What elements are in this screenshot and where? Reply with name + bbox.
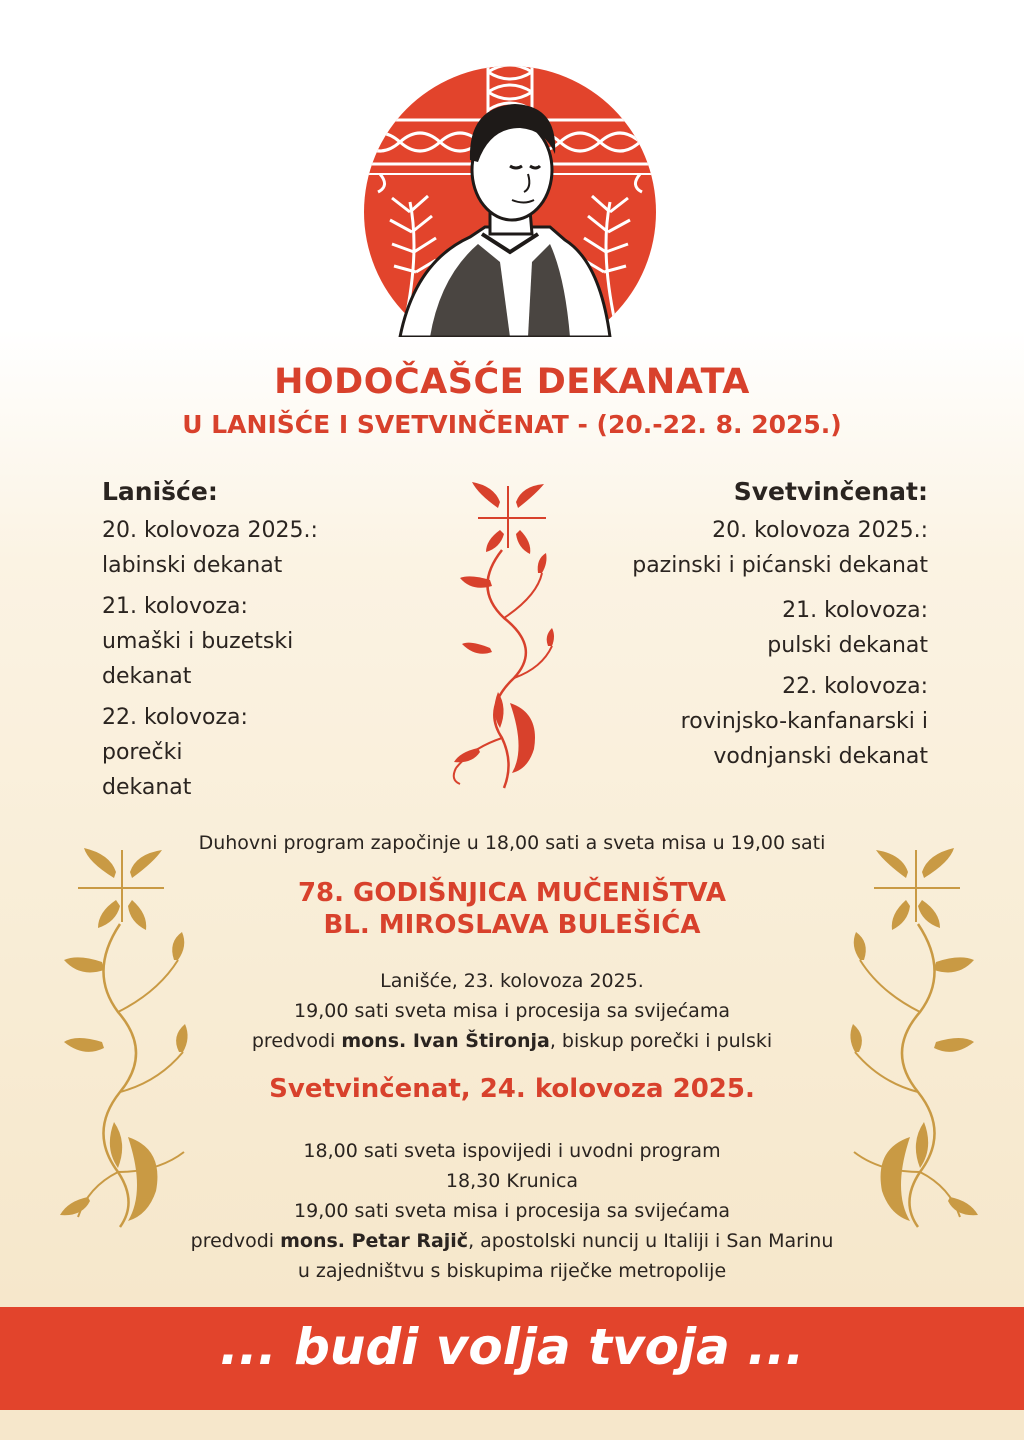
lanisce-event-date: Lanišće, 23. kolovoza 2025. [380,970,644,992]
svetvincenat-schedule [568,474,928,774]
schedule-deanery: umaški i buzetski [102,629,294,654]
saint-portrait-emblem-icon [360,62,660,337]
page-title: HODOČAŠĆE DEKANATA [274,362,750,402]
celebrant-prefix: predvodi [251,1030,342,1052]
anniversary-subtitle: BL. MIROSLAVA BULEŠIĆA [323,910,701,940]
program-note: Duhovni program započinje u 18,00 sati a sveta misa u 19,00 sati [198,832,826,854]
schedule-date: 22. kolovoza: [782,674,928,699]
schedule-date: 21. kolovoza: [782,598,928,623]
schedule-date: 20. kolovoza 2025.: [712,518,928,543]
anniversary-title: 78. GODIŠNJICA MUČENIŠTVA [297,878,727,908]
svetvincenat-bishops: u zajedništvu s biskupima riječke metropolije [297,1260,727,1282]
celebrant-role: , apostolski nuncij u Italiji i San Marinu [468,1230,834,1252]
svetvincenat-heading: Svetvinčenat: [733,477,928,506]
celebrant-name: mons. Petar Rajič [280,1230,469,1252]
lanisce-schedule [102,474,402,805]
schedule-deanery: vodnjanski dekanat [713,744,928,769]
svetvincenat-mass: 19,00 sati sveta misa i procesija sa svijećama [294,1200,730,1222]
schedule-deanery: dekanat [102,664,192,689]
schedule-deanery: labinski dekanat [102,553,283,578]
lanisce-event-celebrant [0,1026,1024,1056]
lanisce-event-mass: 19,00 sati sveta misa i procesija sa svijećama [294,1000,730,1022]
celebrant-prefix: predvodi [190,1230,281,1252]
schedule-date: 20. kolovoza 2025.: [102,518,318,543]
celebrant-role: , biskup porečki i pulski [549,1030,773,1052]
schedule-date: 22. kolovoza: [102,705,248,730]
schedule-deanery: dekanat [102,775,192,800]
footer-motto: ... budi volja tvoja ... [219,1318,805,1376]
svetvincenat-event-title: Svetvinčenat, 24. kolovoza 2025. [269,1074,755,1104]
floral-cross-icon [442,478,562,798]
page-subtitle: U LANIŠĆE I SVETVINČENAT - (20.-22. 8. 2025.) [182,410,842,439]
schedule-deanery: pazinski i pićanski dekanat [632,553,928,578]
celebrant-name: mons. Ivan Štironja [341,1030,550,1052]
svetvincenat-confession: 18,00 sati sveta ispovijedi i uvodni program [303,1140,721,1162]
svetvincenat-celebrant [0,1226,1024,1256]
schedule-deanery: porečki [102,740,183,765]
lanisce-event [0,966,1024,1056]
svetvincenat-rosary: 18,30 Krunica [445,1170,579,1192]
svetvincenat-event [0,1136,1024,1286]
schedule-deanery: rovinjsko-kanfanarski i [680,709,928,734]
schedule-date: 21. kolovoza: [102,594,248,619]
lanisce-heading: Lanišće: [102,477,218,506]
schedule-deanery: pulski dekanat [767,633,928,658]
